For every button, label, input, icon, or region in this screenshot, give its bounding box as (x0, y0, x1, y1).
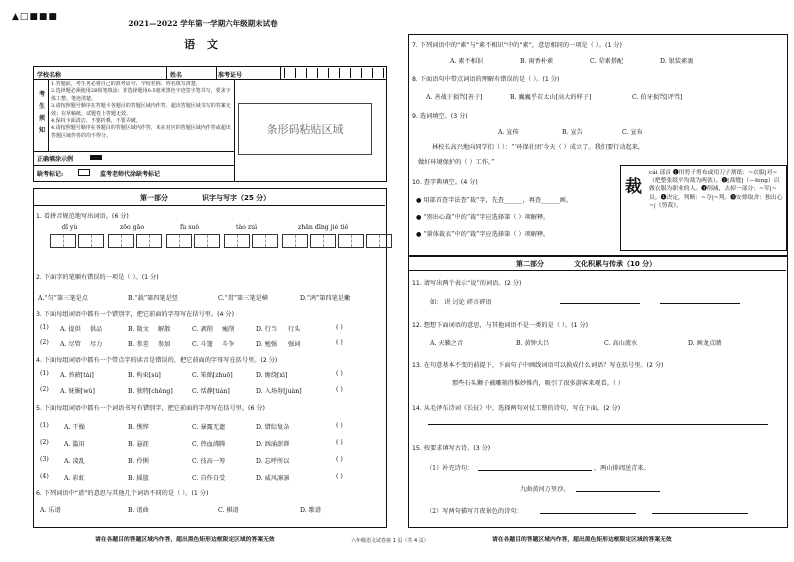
q15-blank-1[interactable] (478, 470, 592, 471)
q12-option-a[interactable]: A. 天籁之音 (430, 340, 464, 347)
q1-pinyin-3: fù suǒ (180, 224, 200, 231)
corner-marks: ▲□■■■ (12, 12, 58, 22)
fill-sample-mark (90, 155, 102, 160)
exam-number-label: 准考证号 (218, 72, 243, 79)
q6-text: 6. 下列词语中“谱”的意思与其他几个词语不同的是（ ）。(1 分) (36, 490, 209, 497)
missing-mark-box[interactable] (78, 169, 90, 176)
q15-line1-prefix: （1）补充诗句： (426, 465, 474, 472)
q1-pinyin-4: tào zuì (236, 224, 258, 231)
q2-option-c[interactable]: C.“贯”第三笔是横 (218, 295, 268, 302)
q12-option-c[interactable]: C. 高山流水 (604, 340, 638, 347)
q7-option-a[interactable]: A. 素不相识 (450, 58, 484, 65)
q2-option-a[interactable]: A.“匀”第三笔是点 (38, 295, 88, 302)
q2-text: 2. 下面字的笔顺有错误的一项是（ ）。(1 分) (36, 274, 159, 281)
q1-grid-2[interactable] (108, 234, 162, 248)
missing-mark-label: 缺考标记: (37, 171, 64, 178)
q8-option-c[interactable]: C. 伯牙损骂[评骂] (632, 94, 683, 101)
q2-option-d[interactable]: D.“鸿”第四笔是撇 (300, 295, 351, 302)
dictionary-entry-box (620, 165, 787, 251)
q15-blank-4[interactable] (652, 513, 748, 514)
q10-item-3: ● “量体裁衣”中的“裁”字应选择第（ ）项解释。 (416, 231, 550, 238)
dictionary-definition: cái 部首 ❶用剪子剪布或用刀子割纸：~衣服|对~（把整张纸平均裁为两张）。❷[裁缝]（—feng）以做衣服为职业的人。❸削减，去掉一部分：~军|~员。❹决定，判断：~夺|~判。❺安排取舍：独出心~|《剪裁》。 (649, 170, 783, 209)
q12-option-d[interactable]: D. 画龙点睛 (688, 340, 722, 347)
q13-sentence: 那些石头狮子被雕刻得惟妙惟肖，吸引了很多游客来观看。（ ） (452, 380, 625, 387)
q7-option-c[interactable]: C. 荤素搭配 (590, 58, 624, 65)
q1-text: 1. 看拼音规范地写出词语。(6 分) (36, 213, 129, 220)
q8-option-a[interactable]: A. 善战于损骂[善于] (426, 94, 483, 101)
part1-subtitle: 识字与写字（25 分） (202, 194, 271, 202)
q12-text: 12. 想想下面词语的意思，与其他词语不是一类的是（ ）。(1 分) (412, 322, 589, 329)
q11-answer-line-2[interactable] (660, 303, 740, 304)
part2-subtitle: 文化积累与传承（10 分） (574, 260, 657, 268)
school-label: 学校名称 (37, 72, 62, 79)
q14-answer-line[interactable] (428, 424, 768, 425)
q2-option-b[interactable]: B.“载”第四笔是竖 (128, 295, 178, 302)
q8-text: 8. 下面语句中带点词语的理解有错误的是（ ）。(1 分) (412, 76, 560, 83)
fill-sample-label: 正确填涂示例 (37, 156, 74, 163)
dictionary-character: 裁 (625, 177, 642, 197)
exam-title: 2021—2022 学年第一学期六年级期末试卷 (128, 19, 278, 28)
page-number: 六年级语文试卷第 1 页（共 4 页） (351, 538, 429, 544)
q7-text: 7. 下列词语中的“素”与“素不相识”中的“素”，意思相同的一项是（ ）。(1 分) (412, 42, 622, 49)
barcode-area: 条形码粘贴区域 (238, 103, 372, 155)
q11-examples: 如： 讲 讨论 碎言碎语 (430, 299, 492, 306)
q1-grid-1[interactable] (50, 234, 104, 248)
missing-mark-note: 监考老师代涂缺考标记 (100, 171, 161, 178)
q7-option-b[interactable]: B. 雨香朴素 (520, 58, 554, 65)
q15-line3: （2）写两句描写月夜景色的诗句： (426, 508, 523, 515)
q15-text: 15. 按要求填写古诗。(3 分) (412, 445, 491, 452)
q4-text: 4. 下面每组词语中都有一个带点字的读音是错误的，把它前面的字母写在括号里。(2 分) (36, 357, 278, 364)
q6-option-d[interactable]: D. 歌谱 (300, 507, 322, 514)
q11-answer-line-1[interactable] (560, 303, 640, 304)
q15-blank-3[interactable] (540, 513, 636, 514)
q5-text: 5. 下面每组词语中都有一个词语书写有错别字，把它前面的字母写在括号里。(6 分) (36, 405, 265, 412)
q10-item-2: ● “别出心裁”中的“裁”字应选择第（ ）项解释。 (416, 214, 550, 221)
q13-text: 13. 在句意基本不变的前提下，下面句子中画线词语可以换成什么词语？写在括号里。(2 分) (412, 362, 664, 369)
exam-number-boxes[interactable] (284, 68, 394, 78)
q9-sentence-1: 林校长高兴地向同学们（ ）：“‘环保社团’今天（ ）成立了。我们要行动起来， (432, 144, 645, 151)
q10-item-1: ● 用部首查字法查“裁”字，先查______，再查______画。 (416, 197, 573, 204)
q9-choice-c: C. 宣布 (622, 129, 643, 136)
q7-option-d[interactable]: D. 银装素裹 (660, 58, 694, 65)
q1-grid-4[interactable] (224, 234, 278, 248)
notice-text: 1.答题前，考生务必将自己的准考证号、学校名称、姓名填写清楚。 2.选择题必须使用2B铅笔填涂；非选择题用0.5毫米黑色字迹签字笔书写，要求字体工整、笔迹清楚。 3.请按照题号顺序在答题卡各题目的答题区域内作答，超出答题区域书写的答案无效；在草稿纸、试题卷上答题无效。 4.保持卡面清洁，不要折叠，不要弄破。 4.请按照题号顺序在各题目的答题区域内作答，未在对应的答题区域内作答或超出答题区域作答的均不得分。 (51, 81, 231, 139)
q8-option-b[interactable]: B. 巍巍乎若太山[高大的样子] (510, 94, 592, 101)
q12-option-b[interactable]: B. 黄钟大吕 (516, 340, 550, 347)
footer-right-notice: 请在各题目的答题区域内作答，超出黑色矩形边框限定区域的答案无效 (492, 537, 672, 543)
q11-text: 11. 请写出两个表示“说”的词语。(2 分) (412, 280, 522, 287)
q9-sentence-2: 做好环境保护的（ ）工作。” (418, 159, 495, 166)
notice-label: 考 生 须 知 (38, 91, 45, 134)
q1-pinyin-2: zōo gāo (120, 224, 145, 231)
q10-text: 10. 查字典填空。(4 分) (412, 179, 478, 186)
part1-title: 第一部分 (140, 194, 168, 202)
q1-grid-3[interactable] (166, 234, 220, 248)
q6-option-c[interactable]: C. 棋谱 (218, 507, 239, 514)
q14-text: 14. 从毛泽东诗词《长征》中，选择两句对仗工整的诗句，写在下面。(2 分) (412, 405, 621, 412)
q3-text: 3. 下面每组词语中都有一个错别字，把它前面的字母写在括号里。(4 分) (36, 311, 235, 318)
q1-grid-5[interactable] (282, 234, 392, 248)
q1-pinyin-5: zhān dīng jié tiě (298, 224, 349, 231)
q6-option-a[interactable]: A. 乐谱 (40, 507, 61, 514)
footer-left-notice: 请在各题目的答题区域内作答，超出黑色矩形边框限定区域的答案无效 (95, 537, 275, 543)
q9-choice-b: B. 宣告 (562, 129, 583, 136)
q15-line1-suffix: ，两山排闼送青来。 (594, 465, 650, 472)
q9-text: 9. 选词填空。(3 分) (412, 113, 468, 120)
part2-title: 第二部分 (516, 260, 544, 268)
q15-blank-2[interactable] (576, 491, 660, 492)
q15-line2: 九曲黄河万里沙， (520, 486, 570, 493)
q9-choice-a: A. 宣传 (498, 129, 519, 136)
name-label: 姓名 (170, 72, 183, 79)
q6-option-b[interactable]: B. 谱曲 (128, 507, 149, 514)
q1-pinyin-1: dǐ yù (62, 224, 78, 231)
subject-title: 语 文 (184, 38, 222, 51)
